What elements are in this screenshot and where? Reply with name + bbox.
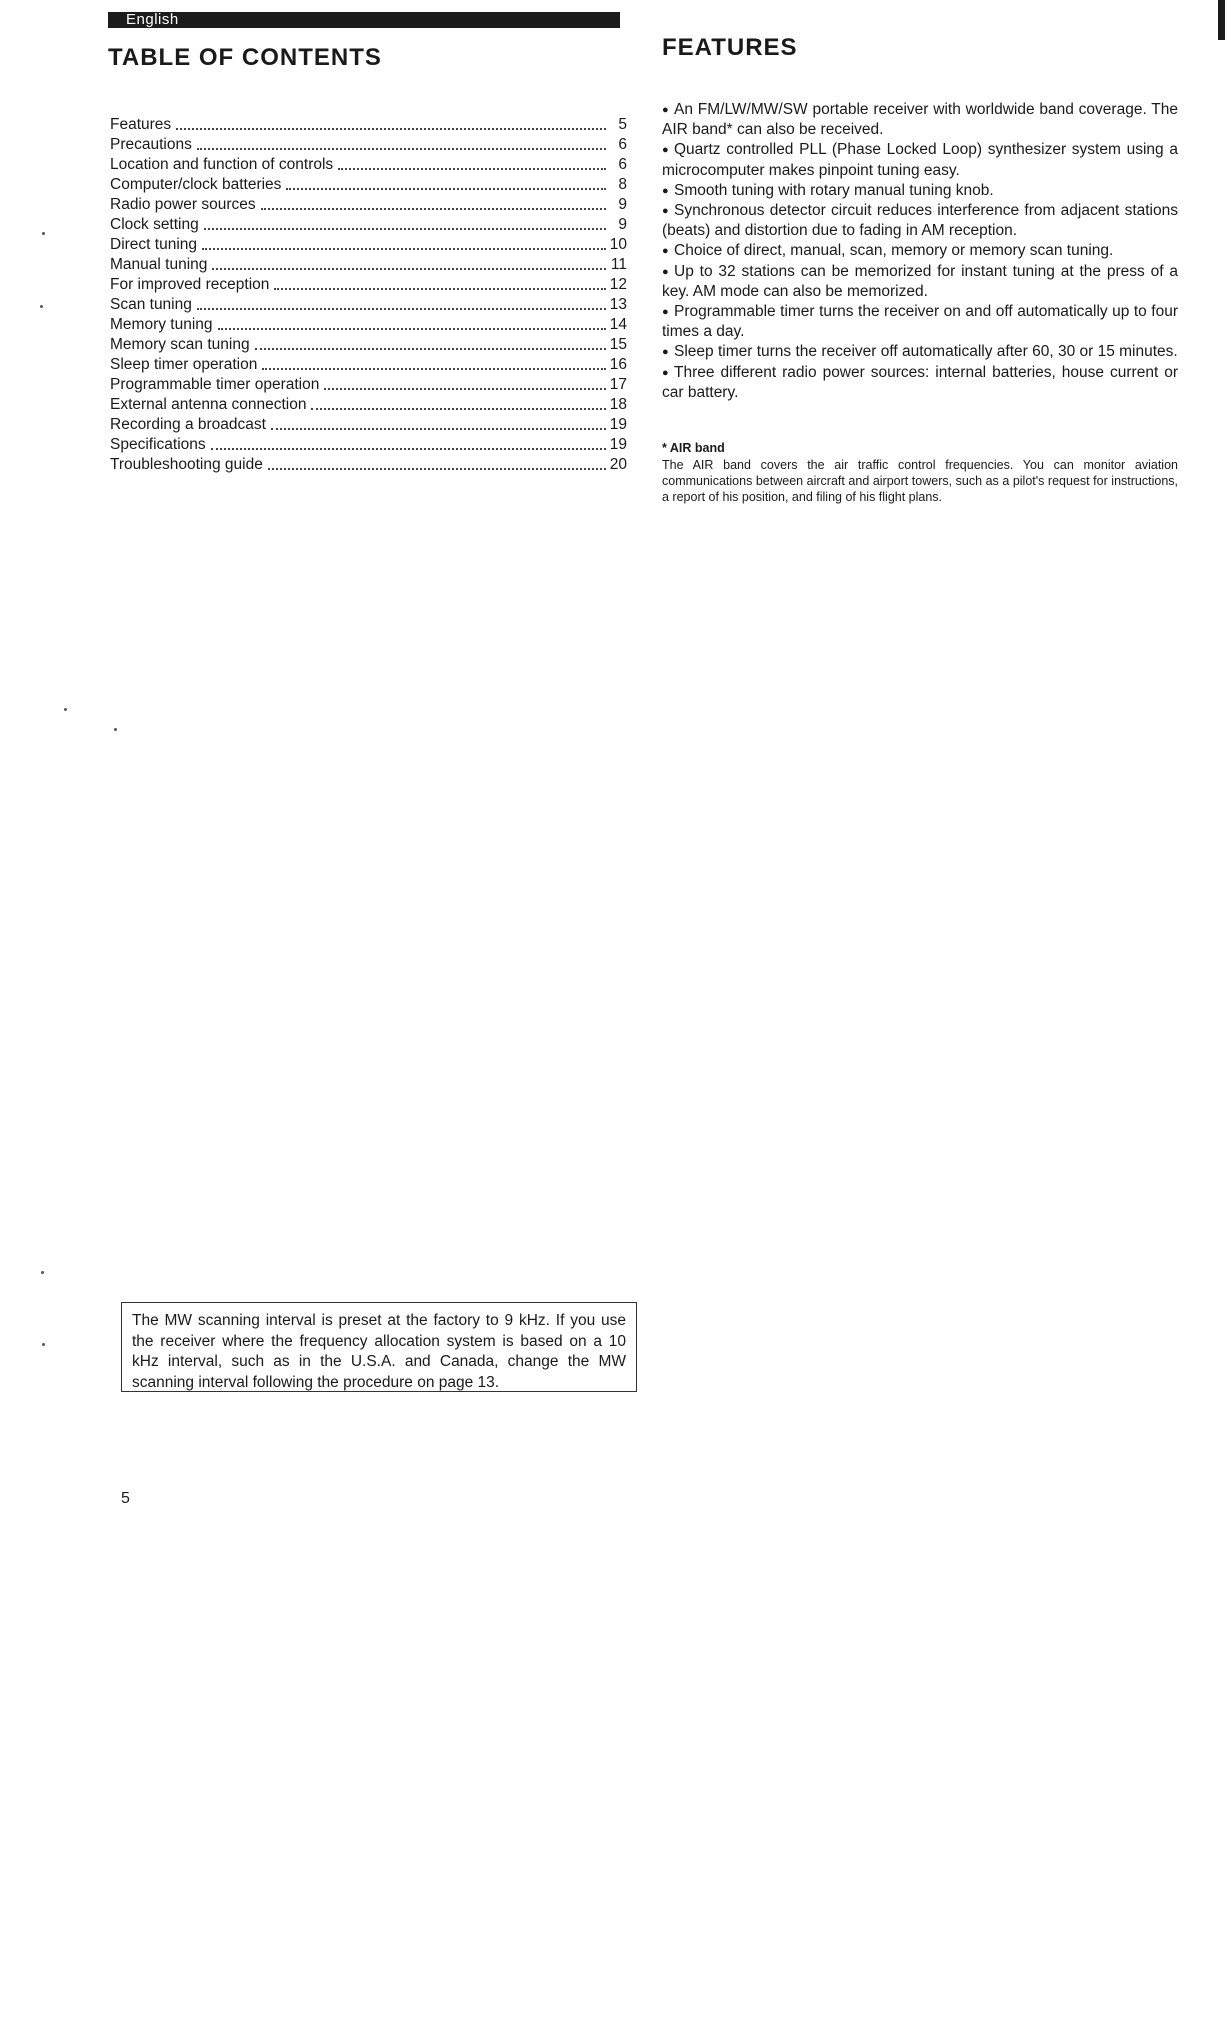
- scan-speck: [41, 1271, 44, 1274]
- bullet-icon: ●: [662, 245, 669, 258]
- toc-entry-label: Recording a broadcast: [110, 416, 266, 433]
- toc-entry-page: 9: [618, 196, 627, 213]
- features-title: FEATURES: [662, 34, 798, 61]
- toc-entry-label: Manual tuning: [110, 256, 208, 273]
- toc-leader-dots: [204, 220, 606, 230]
- toc-leader-dots: [197, 140, 606, 150]
- toc-entry: [110, 434, 627, 454]
- toc-entry-page: 19: [609, 436, 627, 453]
- toc-entry-page: 8: [618, 176, 627, 193]
- toc-leader-dots: [261, 200, 606, 210]
- toc-entry: [110, 394, 627, 414]
- toc-entry: [110, 274, 627, 294]
- toc-leader-dots: [268, 460, 606, 470]
- toc-entry: [110, 114, 627, 134]
- toc-entry-page: 9: [618, 216, 627, 233]
- air-band-note-body: The AIR band covers the air traffic control frequencies. You can monitor aviation communications between aircraft and airport towers, such as a pilot's request for instructions, a report of his position, and filing of his flight plans.: [662, 458, 1178, 504]
- toc-entry: [110, 294, 627, 314]
- toc-entry-label: For improved reception: [110, 276, 270, 293]
- feature-text: Synchronous detector circuit reduces interference from adjacent stations (beats) and distortion due to fading in AM reception.: [662, 202, 1178, 240]
- edge-mark: [1218, 0, 1225, 40]
- toc-leader-dots: [197, 300, 606, 310]
- bullet-icon: ●: [662, 205, 669, 218]
- toc-entry-page: 6: [618, 136, 627, 153]
- toc-entry-label: Radio power sources: [110, 196, 256, 213]
- toc-entry-page: 14: [609, 316, 627, 333]
- toc-entry: [110, 254, 627, 274]
- features-list: [662, 100, 1178, 403]
- toc-entry: [110, 334, 627, 354]
- toc-entry: [110, 414, 627, 434]
- bullet-icon: ●: [662, 265, 669, 278]
- toc-entry-label: External antenna connection: [110, 396, 307, 413]
- toc-leader-dots: [271, 420, 606, 430]
- mw-scanning-notice: The MW scanning interval is preset at the factory to 9 kHz. If you use the receiver where the frequency allocation system is based on a 10 kHz interval, such as in the U.S.A. and Canada, change the MW scanning interval following the procedure on page 13.: [121, 1302, 637, 1392]
- toc-leader-dots: [212, 260, 606, 270]
- toc-leader-dots: [176, 120, 606, 130]
- toc-leader-dots: [274, 280, 606, 290]
- toc-entry-label: Specifications: [110, 436, 206, 453]
- feature-item: [662, 342, 1178, 362]
- feature-item: [662, 181, 1178, 201]
- toc-entry: [110, 214, 627, 234]
- toc-entry: [110, 354, 627, 374]
- scan-speck: [64, 708, 67, 711]
- toc-entry: [110, 234, 627, 254]
- toc-entry-label: Memory tuning: [110, 316, 213, 333]
- page-number: 5: [121, 1490, 130, 1507]
- feature-text: Smooth tuning with rotary manual tuning knob.: [674, 181, 994, 199]
- toc-entry-label: Computer/clock batteries: [110, 176, 282, 193]
- toc-entry-label: Features: [110, 116, 172, 133]
- toc-entry-label: Programmable timer operation: [110, 376, 320, 393]
- toc-leader-dots: [324, 380, 606, 390]
- feature-item: [662, 363, 1178, 403]
- toc-entry-page: 16: [609, 356, 627, 373]
- feature-item: [662, 100, 1178, 140]
- scan-speck: [114, 728, 117, 731]
- toc-leader-dots: [255, 340, 606, 350]
- bullet-icon: ●: [662, 104, 669, 116]
- toc-leader-dots: [311, 400, 606, 410]
- toc-entry-page: 12: [609, 276, 627, 293]
- bullet-icon: ●: [662, 366, 669, 379]
- toc-entry: [110, 174, 627, 194]
- toc-entry-page: 19: [609, 416, 627, 433]
- toc-entry: [110, 314, 627, 334]
- language-label: English: [108, 12, 620, 28]
- scan-speck: [40, 305, 43, 308]
- toc-entry: [110, 454, 627, 474]
- toc-leader-dots: [218, 320, 606, 330]
- toc-leader-dots: [338, 160, 606, 170]
- toc-leader-dots: [262, 360, 606, 370]
- feature-text: Three different radio power sources: internal batteries, house current or car battery.: [662, 363, 1178, 401]
- feature-text: Programmable timer turns the receiver on and off automatically up to four times a day.: [662, 303, 1178, 341]
- toc-leader-dots: [286, 180, 606, 190]
- toc-list: [110, 114, 627, 474]
- feature-text: An FM/LW/MW/SW portable receiver with worldwide band coverage. The AIR band* can also be received.: [662, 101, 1178, 139]
- bullet-icon: ●: [662, 346, 669, 359]
- toc-entry-page: 11: [610, 256, 627, 273]
- feature-item: [662, 140, 1178, 180]
- toc-entry-page: 5: [618, 116, 627, 133]
- feature-text: Sleep timer turns the receiver off automatically after 60, 30 or 15 minutes.: [674, 343, 1178, 361]
- feature-item: [662, 241, 1178, 261]
- toc-entry-label: Direct tuning: [110, 236, 198, 253]
- toc-entry: [110, 374, 627, 394]
- bullet-icon: ●: [662, 306, 669, 319]
- toc-entry-page: 15: [609, 336, 627, 353]
- scan-speck: [42, 1343, 45, 1346]
- feature-text: Choice of direct, manual, scan, memory or memory scan tuning.: [674, 242, 1114, 260]
- toc-leader-dots: [211, 440, 606, 450]
- toc-entry-page: 20: [609, 456, 627, 473]
- toc-entry: [110, 194, 627, 214]
- toc-entry-page: 10: [609, 236, 627, 253]
- scan-speck: [42, 232, 45, 235]
- toc-entry: [110, 154, 627, 174]
- air-band-note-heading: * AIR band: [662, 441, 725, 455]
- feature-item: [662, 262, 1178, 302]
- toc-entry-label: Scan tuning: [110, 296, 192, 313]
- toc-entry-page: 13: [609, 296, 627, 313]
- toc-title: TABLE OF CONTENTS: [108, 44, 382, 71]
- toc-entry-page: 6: [618, 156, 627, 173]
- feature-item: [662, 302, 1178, 342]
- toc-entry-label: Memory scan tuning: [110, 336, 250, 353]
- toc-entry-label: Precautions: [110, 136, 192, 153]
- toc-entry-label: Troubleshooting guide: [110, 456, 263, 473]
- toc-entry: [110, 134, 627, 154]
- toc-entry-page: 18: [609, 396, 627, 413]
- bullet-icon: ●: [662, 144, 669, 157]
- toc-entry-label: Clock setting: [110, 216, 199, 233]
- toc-leader-dots: [202, 240, 606, 250]
- toc-entry-page: 17: [609, 376, 627, 393]
- bullet-icon: ●: [662, 184, 669, 197]
- feature-text: Up to 32 stations can be memorized for instant tuning at the press of a key. AM mode can also be memorized.: [662, 262, 1178, 300]
- feature-text: Quartz controlled PLL (Phase Locked Loop) synthesizer system using a microcomputer makes pinpoint tuning easy.: [662, 141, 1178, 179]
- feature-item: [662, 201, 1178, 241]
- toc-entry-label: Sleep timer operation: [110, 356, 258, 373]
- toc-entry-label: Location and function of controls: [110, 156, 334, 173]
